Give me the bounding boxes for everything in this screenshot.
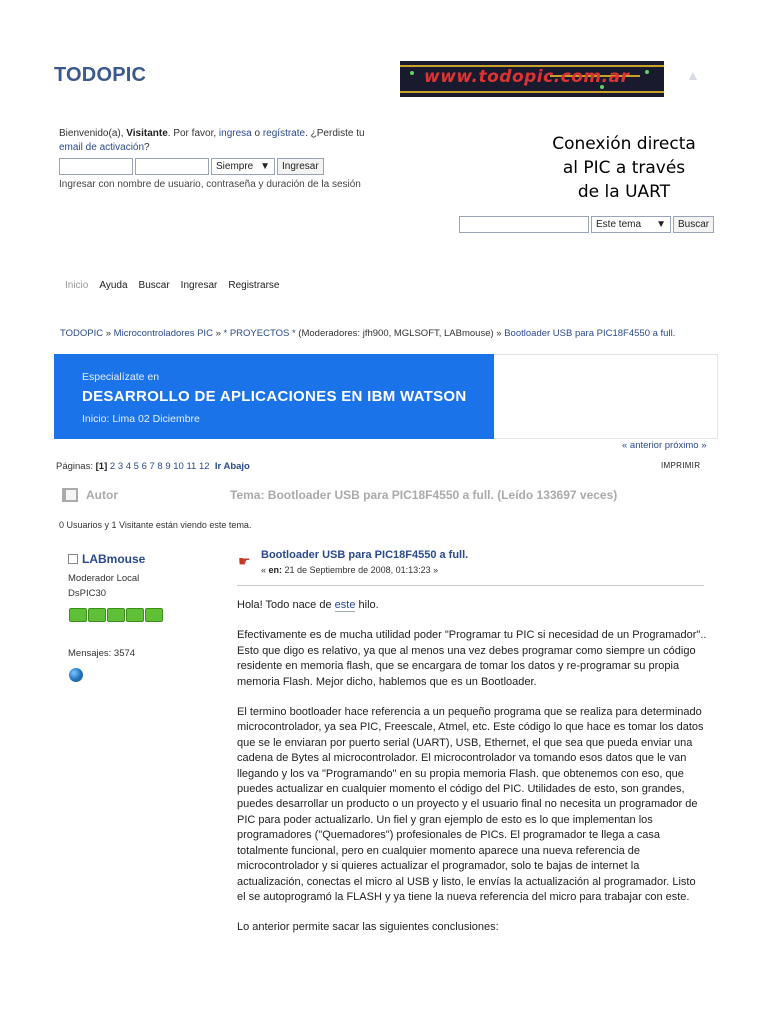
login-hint: Ingresar con nombre de usuario, contraseña y duración de la sesión [59, 179, 361, 190]
session-duration-select[interactable]: Siempre ▼ [211, 158, 275, 175]
search-input[interactable] [459, 216, 589, 233]
poster-role: Moderador Local [68, 573, 140, 584]
breadcrumb-current[interactable]: Bootloader USB para PIC18F4550 a full. [504, 328, 676, 339]
prev-next-links[interactable]: « anterior próximo » [622, 440, 707, 451]
post-divider [237, 585, 704, 586]
breadcrumb-root[interactable]: TODOPIC [60, 328, 104, 339]
topic-header: Tema: Bootloader USB para PIC18F4550 a full. (Leído 133697 veces) [230, 488, 618, 502]
breadcrumb-level1[interactable]: Microcontroladores PIC [113, 328, 213, 339]
welcome-text: Bienvenido(a), Visitante. Por favor, ingresa o regístrate. ¿Perdiste tu email de activación? [59, 128, 365, 153]
login-link[interactable]: ingresa [218, 128, 252, 139]
nav-registrarse[interactable]: Registrarse [228, 280, 280, 291]
chevron-down-icon: ▼ [260, 161, 270, 172]
post-title[interactable]: Bootloader USB para PIC18F4550 a full. [261, 549, 469, 561]
poster-post-count: Mensajes: 3574 [68, 648, 136, 659]
site-title[interactable]: TODOPIC [54, 64, 147, 86]
search-form [459, 216, 714, 233]
rank-star-icon [107, 608, 125, 622]
chevron-down-icon: ▼ [656, 219, 666, 230]
nav-ingresar[interactable]: Ingresar [180, 280, 218, 291]
poster-name[interactable]: LABmouse [68, 552, 145, 566]
nav-ayuda[interactable]: Ayuda [99, 280, 128, 291]
rank-star-icon [88, 608, 106, 622]
activation-email-link[interactable]: email de activación [59, 142, 145, 153]
ad-banner[interactable] [54, 354, 494, 439]
poster-rank: DsPIC30 [68, 588, 107, 599]
post-paragraph: Lo anterior permite sacar las siguientes conclusiones: [237, 921, 499, 934]
moderators-list: (Moderadores: jfh900, MGLSOFT, LABmouse) [295, 328, 494, 339]
rank-star-icon [69, 608, 87, 622]
ad-line1: Especialízate en [82, 371, 160, 383]
nav-inicio[interactable]: Inicio [65, 280, 89, 291]
post-date: « en: 21 de Septiembre de 2008, 01:13:23 » [261, 565, 439, 575]
book-icon [62, 488, 78, 502]
thumbs-hand-icon: ☛ [238, 553, 251, 569]
rank-star-icon [145, 608, 163, 622]
visitor-label: Visitante [126, 128, 168, 139]
post-paragraph: El termino bootloader hace referencia a un pequeño programa que se realiza para determinado microcontrolador, ya sea PIC, Freescale, Atmel, etc. Este código lo que hace es tomar los datos que se le enviaran por puerto serial (UART), USB, Ethernet, el que sea que pueda enviar una cadena de Bytes al microcontrolador. El microcontrolador va tomando esos datos que le van llegando y los va "Programando" en su propia memoria Flash. que obtenemos con eso, que puedes actualizar en cualquier momento el código del PIC. Utilidades de esto, son grandes, puedes desarrollar un producto o un proyecto y el usuario final no necesita un programador de PIC para poder actualizarlo. Un fiel y gran ejemplo de esto es lo que implementan los programadores ("Quemadores") profesionales de PICs. El programador te llega a casa totalmente funcional, pero en cualquier momento aparece una nueva referencia de microcontrolador y si quieres actualizar el programador, solo te bajas de internet la actualización, conectas el micro al USB y listo, le envías la actualización al programador. Listo el se autoprogramó la FLASH y ya tiene la nueva referencia del micro para trabajar con este. [237, 706, 704, 903]
main-nav [65, 280, 280, 291]
post-paragraph: Hola! Todo nace de este hilo. [237, 599, 379, 611]
author-header: Autor [62, 488, 118, 502]
register-link[interactable]: regístrate [262, 128, 306, 139]
login-form [59, 158, 324, 176]
login-button[interactable]: Ingresar [277, 158, 324, 175]
website-globe-icon[interactable] [69, 668, 83, 682]
banner-text: www.todopic.com.ar [424, 67, 630, 87]
rank-star-icon [126, 608, 144, 622]
ad-line3: Inicio: Lima 02 Diciembre [82, 413, 200, 425]
username-input[interactable] [59, 158, 133, 175]
password-input[interactable] [135, 158, 209, 175]
ad-frame [494, 354, 718, 439]
rank-stars [69, 608, 163, 622]
header-banner[interactable] [400, 61, 664, 97]
search-button[interactable]: Buscar [673, 216, 714, 233]
collapse-header-icon[interactable]: ▲ [686, 67, 700, 83]
nav-buscar[interactable]: Buscar [138, 280, 170, 291]
breadcrumb-level2[interactable]: * PROYECTOS * [223, 328, 296, 339]
print-button[interactable]: IMPRIMIR [661, 461, 701, 470]
viewers-count: 0 Usuarios y 1 Visitante están viendo este tema. [59, 520, 252, 530]
source-thread-link[interactable]: este [334, 599, 356, 611]
ad-line2: DESARROLLO DE APLICACIONES EN IBM WATSON [82, 388, 467, 405]
offline-status-icon [68, 554, 78, 564]
post-paragraph: Efectivamente es de mucha utilidad poder "Programar tu PIC si necesidad de un Programador".. Esto que digo es relativo, ya que al menos una vez debes programar como siempre un código residente en memoria flash, que se encargara de tomar los datos y re-programar su propia memoria Flash. Mejor dicho, hablemos que es un Bootloader. [237, 629, 707, 688]
page-links[interactable]: 2 3 4 5 6 7 8 9 10 11 12 [109, 461, 210, 472]
pagination: Páginas: [1] 2 3 4 5 6 7 8 9 10 11 12 Ir Abajo [56, 461, 250, 472]
breadcrumb: TODOPIC » Microcontroladores PIC » * PROYECTOS * (Moderadores: jfh900, MGLSOFT, LABmouse) » Bootloader USB para PIC18F4550 a full. [60, 328, 676, 339]
search-scope-select[interactable]: Este tema ▼ [591, 216, 671, 233]
promo-image-text[interactable]: Conexión directa al PIC a través de la UART [552, 134, 696, 202]
go-down-link[interactable]: Ir Abajo [214, 461, 250, 472]
post-body [237, 598, 707, 951]
current-page: [1] [95, 461, 108, 472]
